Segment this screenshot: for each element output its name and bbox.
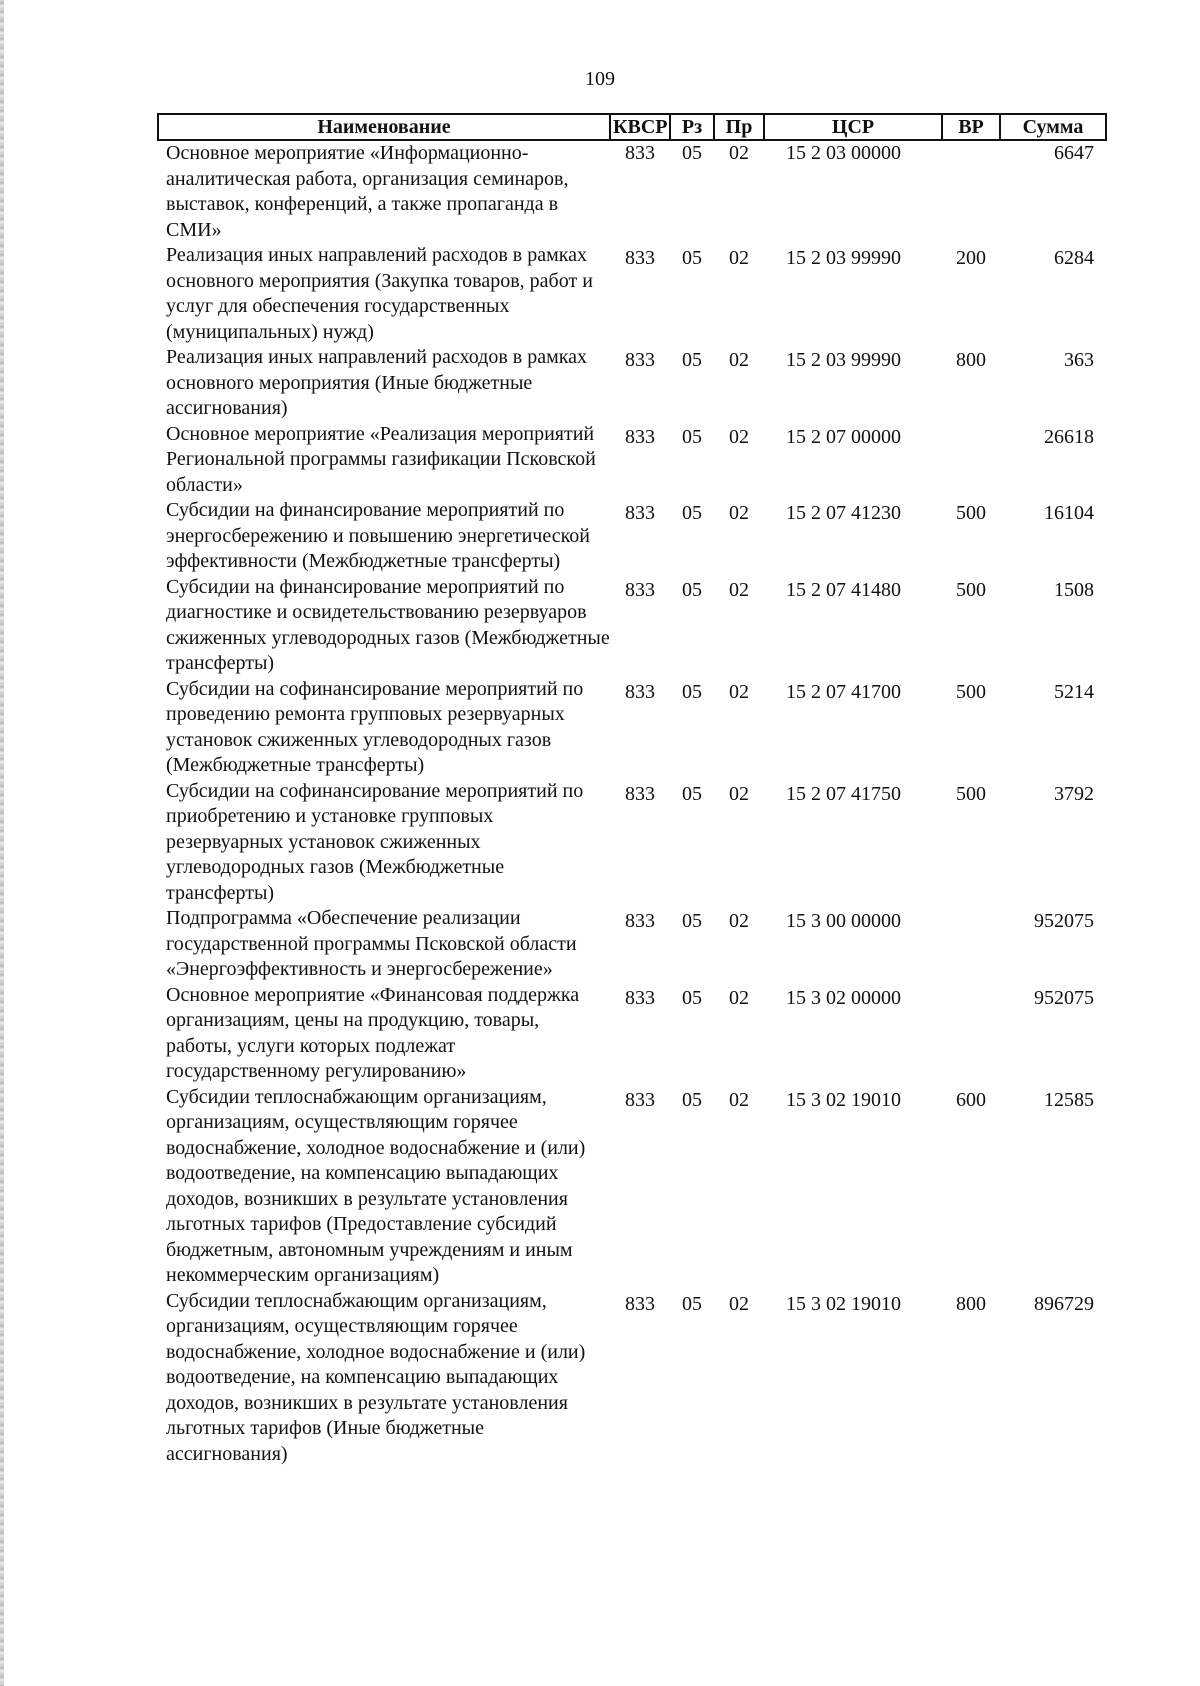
cell-pr: 02 <box>729 1292 749 1315</box>
cell-rz: 05 <box>682 502 702 524</box>
cell-csr: 15 3 00 00000 <box>786 910 901 932</box>
cell-csr: 15 3 02 19010 <box>786 1292 901 1315</box>
cell-pr: 02 <box>729 502 749 524</box>
cell-vr: 500 <box>956 502 986 524</box>
cell-rz: 05 <box>682 680 702 703</box>
table-row <box>158 498 1106 575</box>
cell-pr: 02 <box>729 425 749 448</box>
cell-pr: 02 <box>729 247 749 269</box>
cell-sum: 1508 <box>1054 578 1094 601</box>
cell-kvsr: 833 <box>625 986 655 1009</box>
cell-vr: 200 <box>956 247 986 269</box>
cell-pr: 02 <box>729 910 749 932</box>
cell-name: Основное мероприятие «Информационно-аналитическая работа, организация семинаров, выставок, конференций, а также пропаганда в СМИ» <box>166 142 569 241</box>
cell-kvsr: 833 <box>625 782 655 805</box>
table-row <box>158 906 1106 983</box>
table-body <box>158 140 1106 1467</box>
cell-csr: 15 2 03 99990 <box>786 349 901 371</box>
cell-kvsr: 833 <box>625 247 655 269</box>
cell-csr: 15 2 03 99990 <box>786 247 901 269</box>
cell-name: Субсидии на софинансирование мероприятий по приобретению и установке групповых резервуарных установок сжиженных углеводородных газов (Межбюджетные трансферты) <box>166 779 584 904</box>
cell-sum: 3792 <box>1054 782 1094 805</box>
cell-pr: 02 <box>729 782 749 805</box>
cell-pr: 02 <box>729 349 749 371</box>
header-vr: ВР <box>942 114 1000 140</box>
cell-name: Подпрограмма «Обеспечение реализации государственной программы Псковской области «Энергоэффективность и энергосбережение» <box>166 907 577 980</box>
cell-csr: 15 2 07 41700 <box>786 680 901 703</box>
cell-sum: 12585 <box>1044 1088 1094 1111</box>
table-header <box>158 114 1106 140</box>
cell-vr: 500 <box>956 578 986 601</box>
table-row <box>158 345 1106 422</box>
cell-kvsr: 833 <box>625 578 655 601</box>
cell-rz: 05 <box>682 349 702 371</box>
header-pr: Пр <box>714 114 764 140</box>
cell-csr: 15 3 02 19010 <box>786 1088 901 1111</box>
cell-kvsr: 833 <box>625 910 655 932</box>
table-row <box>158 140 1106 243</box>
cell-rz: 05 <box>682 1292 702 1315</box>
cell-sum: 363 <box>1064 349 1094 371</box>
table-row <box>158 1085 1106 1289</box>
cell-name: Субсидии на финансирование мероприятий по диагностике и освидетельствованию резервуаров сжиженных углеводородных газов (Межбюджетные трансферты) <box>166 575 610 674</box>
cell-vr <box>942 906 1000 983</box>
cell-kvsr: 833 <box>625 1292 655 1315</box>
cell-kvsr: 833 <box>625 680 655 703</box>
table-row <box>158 422 1106 499</box>
cell-csr: 15 3 02 00000 <box>786 986 901 1009</box>
cell-sum: 5214 <box>1054 680 1094 703</box>
table-row <box>158 779 1106 907</box>
page-number: 109 <box>585 68 615 90</box>
cell-name: Реализация иных направлений расходов в рамках основного мероприятия (Закупка товаров, работ и услуг для обеспечения государственных (муниципальных) нужд) <box>166 244 593 343</box>
budget-table <box>157 113 1107 1467</box>
cell-kvsr: 833 <box>625 425 655 448</box>
cell-name: Реализация иных направлений расходов в рамках основного мероприятия (Иные бюджетные ассигнования) <box>166 346 588 419</box>
cell-csr: 15 2 07 41230 <box>786 502 901 524</box>
cell-sum: 16104 <box>1044 502 1094 524</box>
table-row <box>158 575 1106 677</box>
scan-edge-artifact <box>0 0 4 1686</box>
cell-csr: 15 2 07 41750 <box>786 782 901 805</box>
cell-vr <box>942 140 1000 243</box>
cell-csr: 15 2 07 00000 <box>786 425 901 448</box>
cell-pr: 02 <box>729 142 749 164</box>
cell-pr: 02 <box>729 986 749 1009</box>
cell-rz: 05 <box>682 425 702 448</box>
cell-name: Основное мероприятие «Реализация мероприятий Региональной программы газификации Псковской области» <box>166 422 596 496</box>
cell-kvsr: 833 <box>625 142 655 164</box>
cell-rz: 05 <box>682 986 702 1009</box>
cell-vr: 600 <box>956 1088 986 1111</box>
cell-rz: 05 <box>682 1088 702 1111</box>
cell-sum: 952075 <box>1034 910 1094 932</box>
cell-vr: 500 <box>956 782 986 805</box>
cell-name: Субсидии на софинансирование мероприятий по проведению ремонта групповых резервуарных установок сжиженных углеводородных газов (Межбюджетные трансферты) <box>166 677 584 776</box>
cell-kvsr: 833 <box>625 1088 655 1111</box>
table-row <box>158 677 1106 779</box>
cell-vr: 800 <box>956 349 986 371</box>
cell-csr: 15 2 03 00000 <box>786 142 901 164</box>
cell-vr <box>942 422 1000 499</box>
header-csr: ЦСР <box>764 114 942 140</box>
cell-sum: 952075 <box>1034 986 1094 1009</box>
cell-csr: 15 2 07 41480 <box>786 578 901 601</box>
table-row <box>158 983 1106 1085</box>
cell-name: Субсидии теплоснабжающим организациям, организациям, осуществляющим горячее водоснабжение, холодное водоснабжение и (или) водоотведение, на компенсацию выпадающих доходов, возникших в результате установления льготных тарифов (Иные бюджетные ассигнования) <box>166 1289 586 1465</box>
cell-pr: 02 <box>729 578 749 601</box>
header-rz: Рз <box>670 114 714 140</box>
cell-sum: 26618 <box>1044 425 1094 448</box>
cell-vr: 500 <box>956 680 986 703</box>
cell-rz: 05 <box>682 578 702 601</box>
cell-pr: 02 <box>729 680 749 703</box>
cell-sum: 6647 <box>1054 142 1094 164</box>
cell-rz: 05 <box>682 142 702 164</box>
cell-name: Субсидии теплоснабжающим организациям, организациям, осуществляющим горячее водоснабжение, холодное водоснабжение и (или) водоотведение, на компенсацию выпадающих доходов, возникших в результате установления льготных тарифов (Предоставление субсидий бюджетным, автономным учреждениям и иным некоммерческим организациям) <box>166 1085 586 1286</box>
cell-name: Основное мероприятие «Финансовая поддержка организациям, цены на продукцию, товары, работы, услуги которых подлежат государственному регулированию» <box>166 983 580 1082</box>
cell-rz: 05 <box>682 247 702 269</box>
cell-pr: 02 <box>729 1088 749 1111</box>
header-row <box>158 114 1106 140</box>
header-kvsr: КВСР <box>610 114 670 140</box>
table-row <box>158 1289 1106 1468</box>
cell-vr <box>942 983 1000 1085</box>
cell-rz: 05 <box>682 782 702 805</box>
cell-kvsr: 833 <box>625 502 655 524</box>
cell-kvsr: 833 <box>625 349 655 371</box>
cell-name: Субсидии на финансирование мероприятий по энергосбережению и повышению энергетической эффективности (Межбюджетные трансферты) <box>166 499 590 572</box>
cell-rz: 05 <box>682 910 702 932</box>
header-name: Наименование <box>158 114 610 140</box>
cell-sum: 896729 <box>1034 1292 1094 1315</box>
table-row <box>158 243 1106 345</box>
header-sum: Сумма <box>1000 114 1106 140</box>
cell-vr: 800 <box>956 1292 986 1315</box>
cell-sum: 6284 <box>1054 247 1094 269</box>
